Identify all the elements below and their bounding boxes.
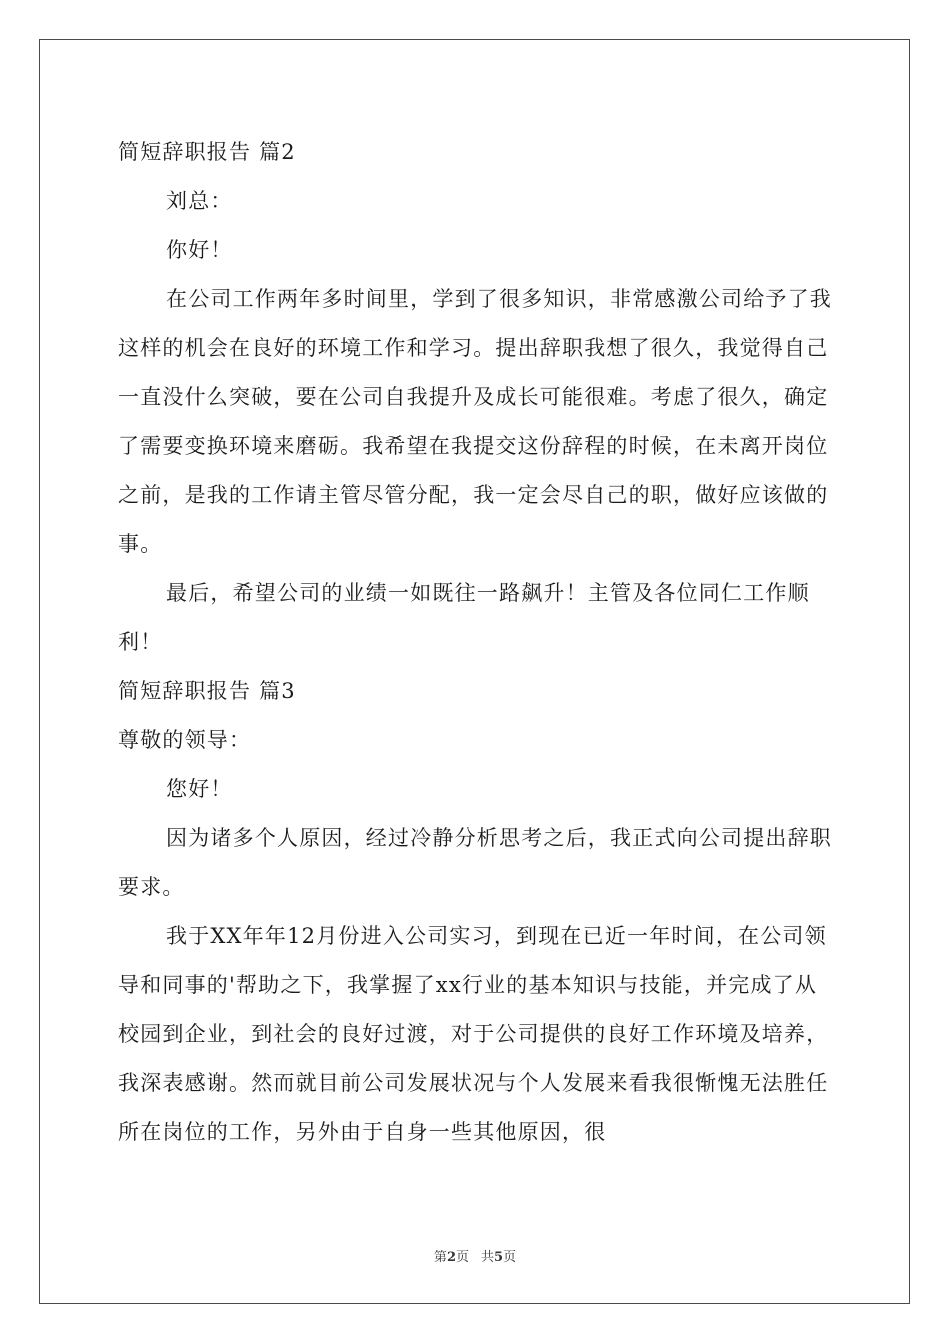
body-paragraph: 在公司工作两年多时间里，学到了很多知识，非常感激公司给予了我这样的机会在良好的环境工作和学习。提出辞职我想了很久，我觉得自己一直没什么突破，要在公司自我提升及成长可能很难。考虑了很久，确定了需要变换环境来磨砺。我希望在我提交这份辞程的时候，在未离开岗位之前，是我的工作请主管尽管分配，我一定会尽自己的职，做好应该做的事。 <box>118 287 832 556</box>
body-paragraph: 因为诸多个人原因，经过冷静分析思考之后，我正式向公司提出辞职要求。 <box>118 826 832 899</box>
body-paragraph: 我于XX年年12月份进入公司实习，到现在已近一年时间，在公司领导和同事的'帮助之下，我掌握了xx行业的基本知识与技能，并完成了从校园到企业，到社会的良好过渡，对于公司提供的良好工作环境及培养，我深表感谢。然而就目前公司发展状况与个人发展来看我很惭愧无法胜任所在岗位的工作，另外由于自身一些其他原因，很 <box>118 924 829 1144</box>
greeting: 你好！ <box>166 238 233 262</box>
salutation: 刘总： <box>166 189 233 213</box>
closing-paragraph: 最后，希望公司的业绩一如既往一路飙升！主管及各位同仁工作顺利！ <box>118 581 810 654</box>
page-total: 5 <box>494 1250 504 1265</box>
section-heading: 简短辞职报告 篇2 <box>118 140 296 164</box>
document-body <box>118 128 833 1157</box>
page-current: 2 <box>446 1250 456 1265</box>
page-prefix: 第 <box>433 1250 447 1265</box>
section-heading: 简短辞职报告 篇3 <box>118 679 296 703</box>
total-suffix: 页 <box>503 1250 517 1265</box>
greeting: 您好！ <box>166 777 233 801</box>
salutation: 尊敬的领导： <box>118 728 252 752</box>
page-footer <box>0 1246 950 1265</box>
page-suffix: 页 <box>455 1250 469 1265</box>
total-prefix: 共 <box>481 1250 495 1265</box>
